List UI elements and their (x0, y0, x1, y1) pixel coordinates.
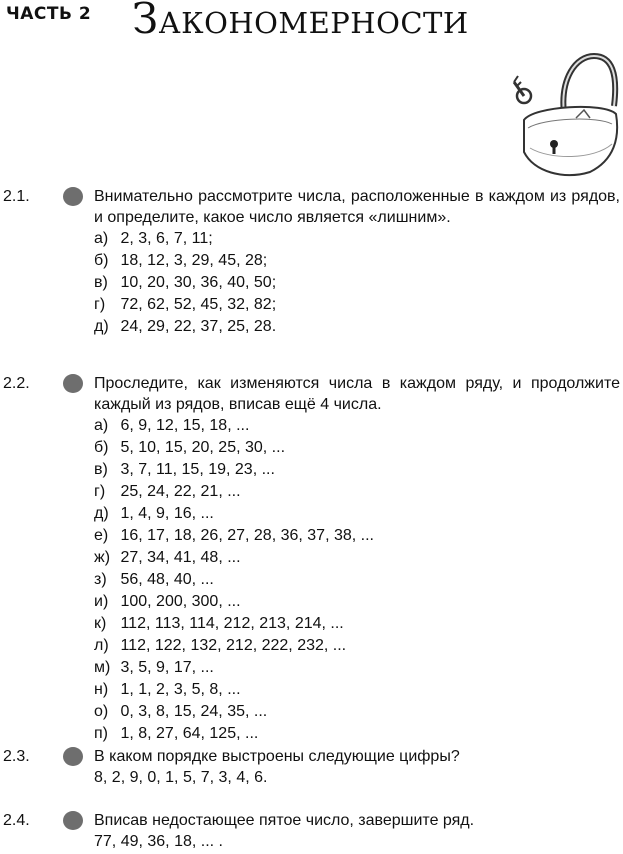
item-letter: л) (94, 637, 109, 654)
task-body (94, 746, 623, 789)
list-item (94, 459, 623, 481)
task-sequence: 77, 49, 36, 18, ... . (94, 833, 223, 850)
item-letter: н) (94, 681, 109, 698)
item-letter: б) (94, 252, 109, 269)
item-values: 24, 29, 22, 37, 25, 28. (120, 318, 277, 335)
list-item (94, 591, 623, 613)
item-letter: п) (94, 725, 108, 742)
list-item (94, 250, 623, 272)
task-text: Проследите, как изменяются числа в каждом ряду, и продолжите каждый из рядов, вписав ещё 4 числа. (94, 375, 620, 413)
item-letter: б) (94, 439, 109, 456)
task-number: 2.2. (3, 375, 30, 392)
item-values: 10, 20, 30, 36, 40, 50; (120, 274, 277, 291)
item-values: 3, 5, 9, 17, ... (120, 659, 214, 676)
list-item (94, 228, 623, 250)
item-values: 3, 7, 11, 15, 19, 23, ... (120, 461, 275, 478)
task-body (94, 373, 623, 745)
item-values: 16, 17, 18, 26, 27, 28, 36, 37, 38, ... (120, 527, 374, 544)
item-letter: г) (94, 483, 106, 500)
list-item (94, 657, 623, 679)
item-values: 100, 200, 300, ... (120, 593, 241, 610)
task-text: В каком порядке выстроены следующие цифры? (94, 748, 460, 765)
item-letter: д) (94, 318, 109, 335)
task-marker-dot-icon (63, 187, 83, 206)
item-letter: о) (94, 703, 109, 720)
task-sequence: 8, 2, 9, 0, 1, 5, 7, 3, 4, 6. (94, 769, 268, 786)
list-item (94, 613, 623, 635)
item-values: 25, 24, 22, 21, ... (120, 483, 241, 500)
list-item (94, 272, 623, 294)
list-item (94, 723, 623, 745)
list-item (94, 503, 623, 525)
item-values: 5, 10, 15, 20, 25, 30, ... (120, 439, 286, 456)
item-values: 72, 62, 52, 45, 32, 82; (120, 296, 277, 313)
task-marker-dot-icon (63, 747, 83, 766)
item-values: 56, 48, 40, ... (120, 571, 214, 588)
item-values: 1, 8, 27, 64, 125, ... (120, 725, 259, 742)
item-values: 1, 4, 9, 16, ... (120, 505, 214, 522)
list-item (94, 316, 623, 338)
item-letter: з) (94, 571, 107, 588)
item-letter: и) (94, 593, 109, 610)
list-item (94, 635, 623, 657)
list-item (94, 569, 623, 591)
item-values: 2, 3, 6, 7, 11; (120, 230, 213, 247)
task-number: 2.1. (3, 188, 30, 205)
item-letter: а) (94, 230, 109, 247)
task-marker-dot-icon (63, 374, 83, 393)
task-marker-dot-icon (63, 811, 83, 830)
list-item (94, 437, 623, 459)
task-number: 2.4. (3, 812, 30, 829)
list-item (94, 547, 623, 569)
list-item (94, 294, 623, 316)
padlock-with-key-icon (494, 48, 620, 178)
item-values: 1, 1, 2, 3, 5, 8, ... (120, 681, 241, 698)
item-letter: а) (94, 417, 109, 434)
task-body (94, 810, 623, 853)
task-items (94, 228, 623, 338)
task-items (94, 415, 623, 745)
item-letter: к) (94, 615, 107, 632)
item-letter: в) (94, 274, 108, 291)
task-body (94, 186, 623, 338)
list-item (94, 701, 623, 723)
item-letter: г) (94, 296, 106, 313)
item-values: 27, 34, 41, 48, ... (120, 549, 241, 566)
part-label: ЧАСТЬ 2 (6, 4, 92, 24)
list-item (94, 679, 623, 701)
item-values: 6, 9, 12, 15, 18, ... (120, 417, 250, 434)
item-letter: м) (94, 659, 111, 676)
item-letter: д) (94, 505, 109, 522)
item-values: 112, 122, 132, 212, 222, 232, ... (120, 637, 347, 654)
page-title: Закономерности (132, 0, 469, 43)
list-item (94, 415, 623, 437)
task-text: Внимательно рассмотрите числа, расположенные в каждом из рядов, и определите, какое число является «лишним». (94, 188, 620, 226)
item-values: 18, 12, 3, 29, 45, 28; (120, 252, 268, 269)
task-number: 2.3. (3, 748, 30, 765)
task-text: Вписав недостающее пятое число, завершите ряд. (94, 812, 475, 829)
item-values: 0, 3, 8, 15, 24, 35, ... (120, 703, 268, 720)
item-values: 112, 113, 114, 212, 213, 214, ... (120, 615, 344, 632)
item-letter: ж) (94, 549, 111, 566)
list-item (94, 525, 623, 547)
item-letter: в) (94, 461, 108, 478)
list-item (94, 481, 623, 503)
item-letter: е) (94, 527, 109, 544)
